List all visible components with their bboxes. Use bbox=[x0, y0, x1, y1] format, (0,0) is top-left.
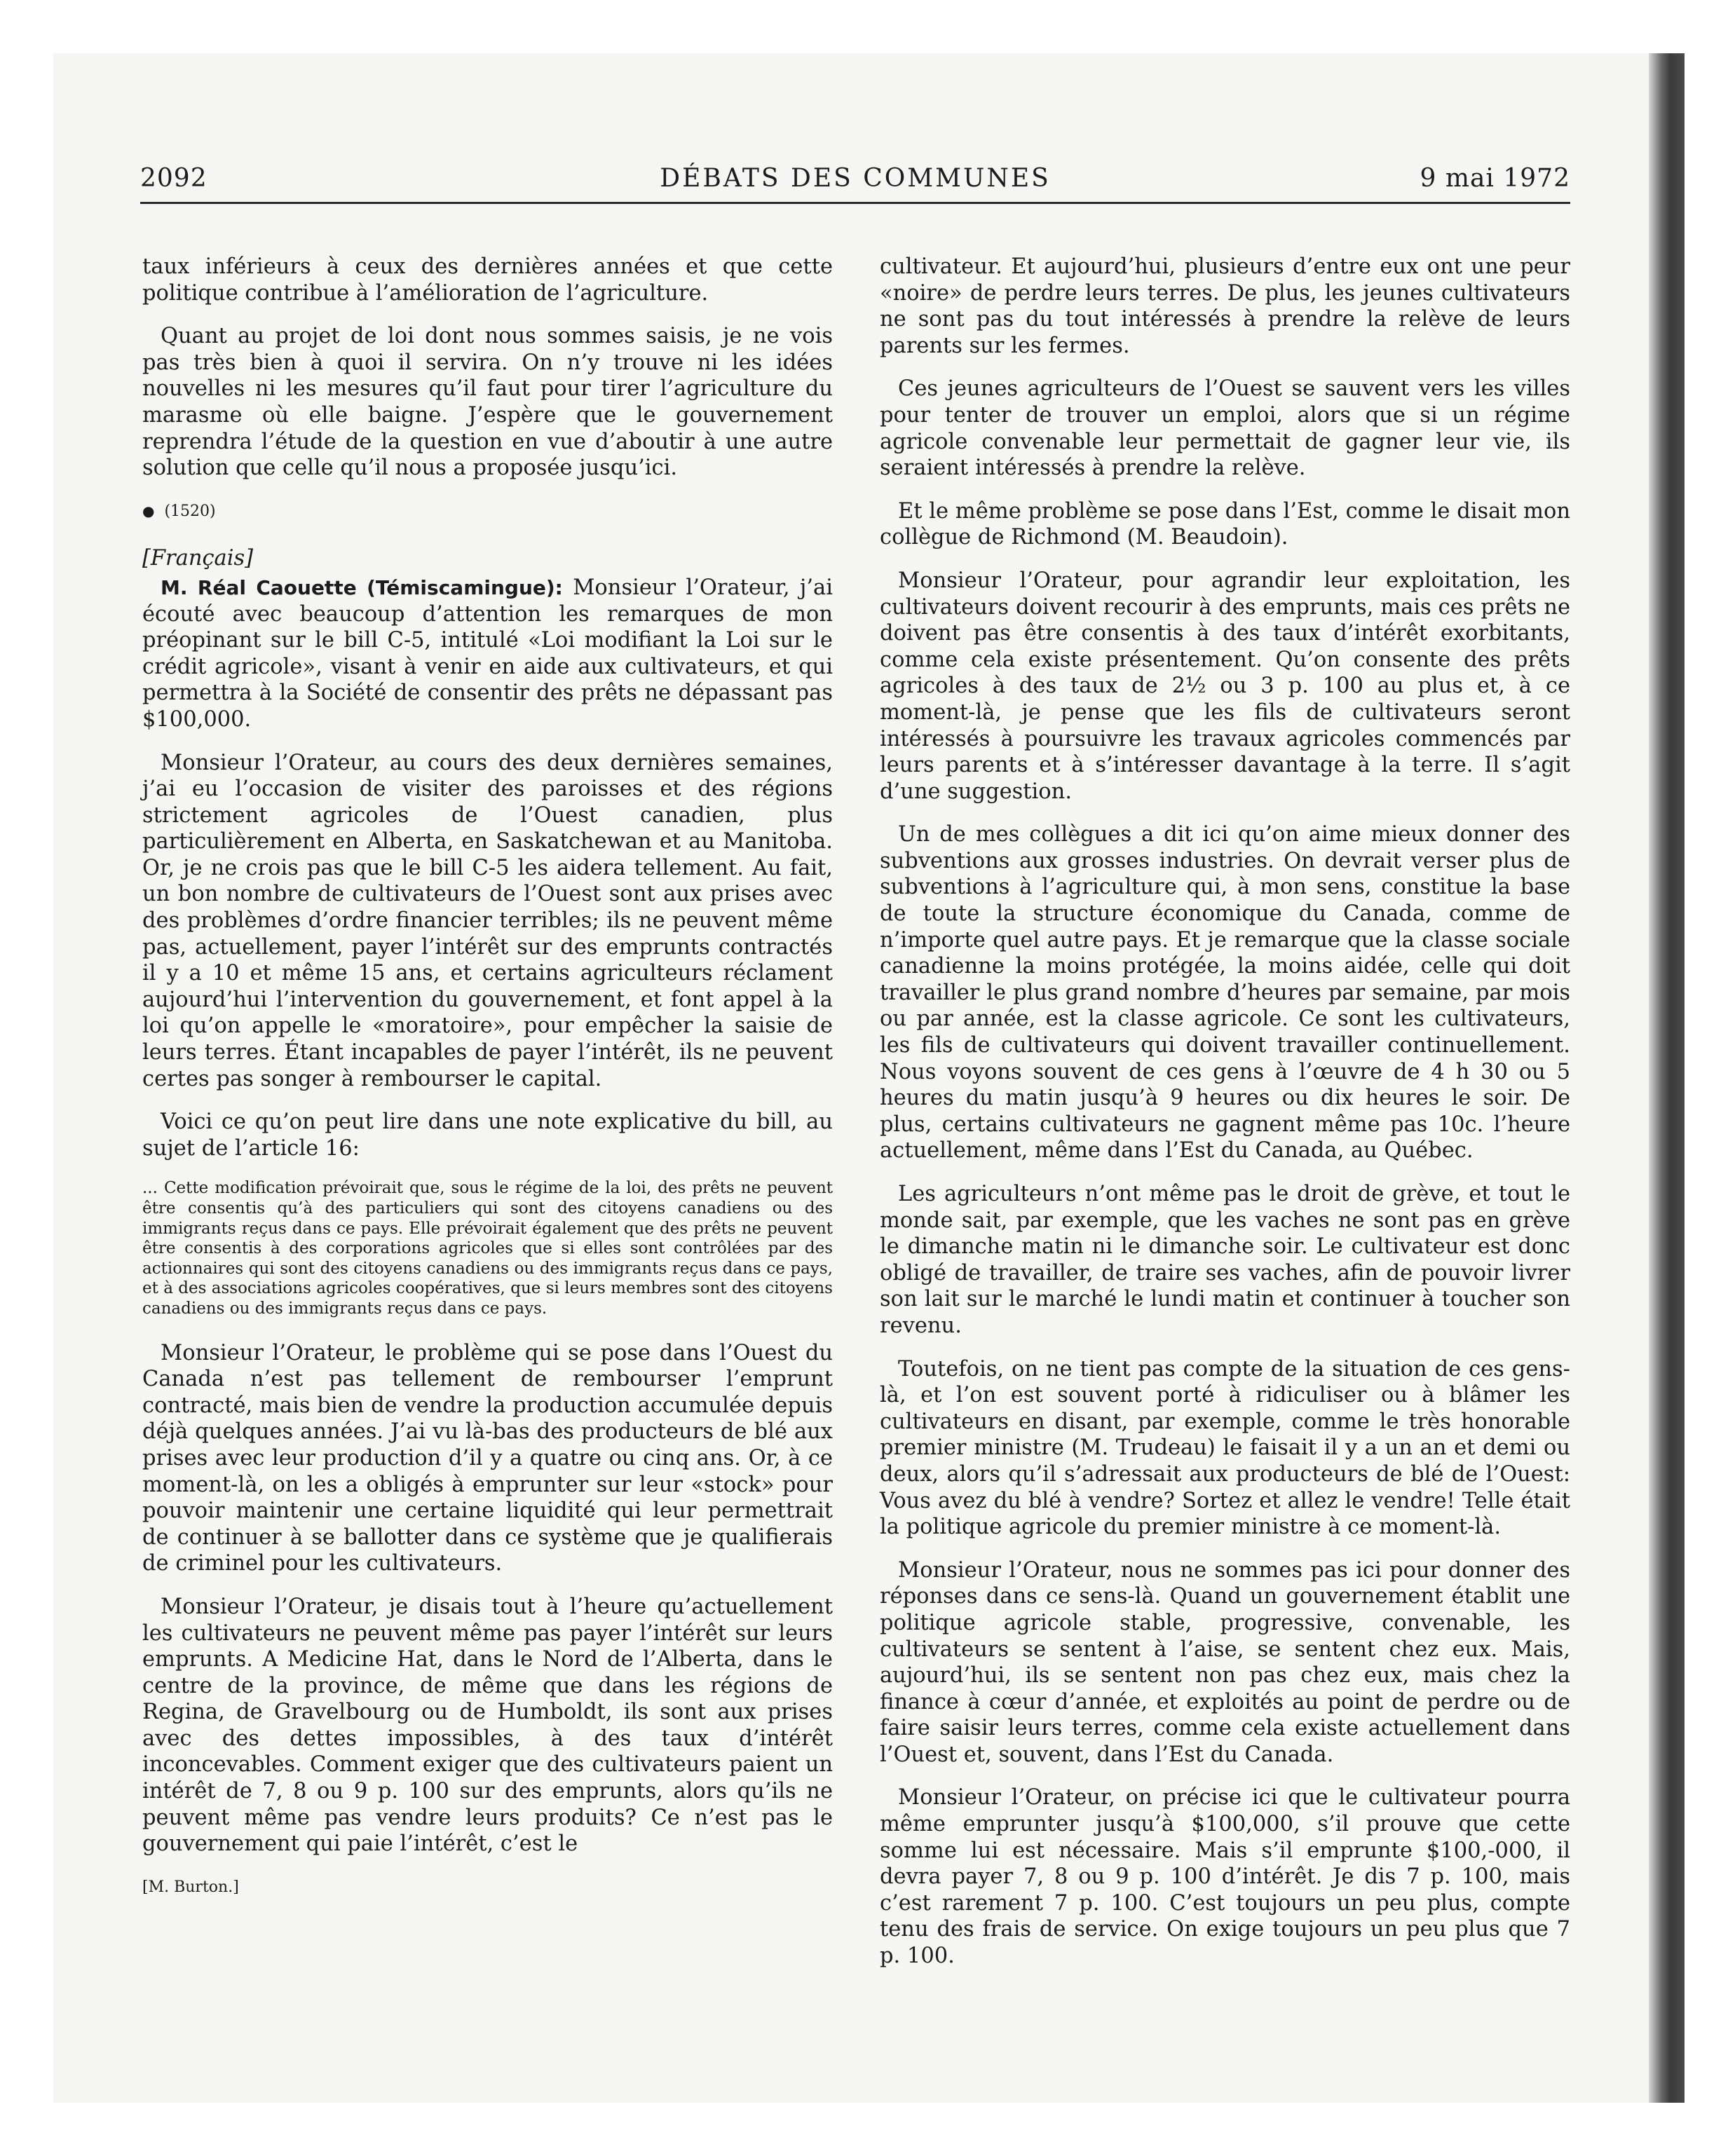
page-number: 2092 bbox=[140, 164, 207, 193]
paragraph: Ces jeunes agriculteurs de l’Ouest se sauvent vers les villes pour tenter de trouver un emploi, alors que si un régime agricole convenable leur permettait de gagner leur vie, ils seraient intéressés à prendre la relève. bbox=[880, 376, 1570, 481]
paragraph: Monsieur l’Orateur, au cours des deux dernières semaines, j’ai eu l’occasion de visiter des paroisses et des régions strictement agricoles de l’Ouest canadien, plus particulièrement en Alberta, en Saskatchewan et au Manitoba. Or, je ne crois pas que le bill C-5 les aidera tellement. Au fait, un bon nombre de cultivateurs de l’Ouest sont aux prises avec des problèmes d’ordre financier terribles; ils ne peuvent même pas, actuellement, payer l’intérêt sur des emprunts contractés il y a 10 et même 15 ans, et certains agriculteurs réclament aujourd’hui l’intervention du gouvernement, et font appel à la loi qu’on appelle le «moratoire», pour empêcher la saisie de leurs terres. Étant incapables de payer l’intérêt, ils ne peuvent certes pas songer à rembourser le capital. bbox=[142, 750, 833, 1091]
paragraph: Un de mes collègues a dit ici qu’on aime mieux donner des subventions aux grosses industries. On devrait verser plus de subventions à l’agriculture qui, à mon sens, constitue la base de toute la structure économique du Canada, comme de n’importe quel autre pays. Et je remarque que la classe sociale canadienne la moins protégée, la moins aidée, celle qui doit travailler le plus grand nombre d’heures par semaine, par mois ou par année, est la classe agricole. Ce sont les cultivateurs, les fils de cultivateurs qui doivent travailler continuellement. Nous voyons souvent de ces gens à l’œuvre de 4 h 30 ou 5 heures du matin jusqu’à 9 heures ou dix heures le soir. De plus, certains cultivateurs ne gagnent même pas 10c. l’heure actuellement, même dans l’Est du Canada, au Québec. bbox=[880, 822, 1570, 1164]
paragraph: Voici ce qu’on peut lire dans une note explicative du bill, au sujet de l’article 16: bbox=[142, 1110, 833, 1161]
paragraph: Monsieur l’Orateur, on précise ici que le cultivateur pourra même emprunter jusqu’à $100,000, s’il prouve que cette somme lui est nécessaire. Mais s’il emprunte $100,-000, il devra payer 7, 8 ou 9 p. 100 d’intérêt. Je dis 7 p. 100, mais c’est rarement 7 p. 100. C’est toujours un peu plus, compte tenu des frais de service. On exige toujours un peu plus que 7 p. 100. bbox=[880, 1785, 1570, 1969]
paragraph: Monsieur l’Orateur, pour agrandir leur exploitation, les cultivateurs doivent recourir à des emprunts, mais ces prêts ne doivent pas être consentis à des taux d’intérêt exorbitants, comme cela existe présentement. Qu’on consente des prêts agricoles à des taux de 2½ ou 3 p. 100 au plus et, à ce moment-là, je pense que les fils de cultivateurs seront intéressés à poursuivre les travaux agricoles commencés par leurs parents et à s’intéresser davantage à la terre. Il s’agit d’une suggestion. bbox=[880, 568, 1570, 804]
bullet-icon: ● bbox=[142, 502, 155, 519]
time-marker bbox=[142, 498, 833, 525]
paragraph: cultivateur. Et aujourd’hui, plusieurs d’entre eux ont une peur «noire» de perdre leurs terres. De plus, les jeunes cultivateurs ne sont pas du tout intéressés à prendre la relève de leurs parents sur les fermes. bbox=[880, 254, 1570, 358]
right-column bbox=[880, 254, 1570, 1986]
paragraph: Monsieur l’Orateur, je disais tout à l’heure qu’actuellement les cultivateurs ne peuvent même pas payer l’intérêt sur leurs emprunts. A Medicine Hat, dans le Nord de l’Alberta, dans le centre de la province, de même que dans les régions de Regina, de Gravelbourg ou de Humboldt, ils sont aux prises avec des dettes impossibles, à des taux d’intérêt inconcevables. Comment exiger que des cultivateurs paient un intérêt de 7, 8 ou 9 p. 100 sur des emprunts, alors qu’ils ne peuvent même pas vendre leurs produits? Ce n’est pas le gouvernement qui paie l’intérêt, c’est le bbox=[142, 1594, 833, 1857]
paragraph: Toutefois, on ne tient pas compte de la situation de ces gens-là, et l’on est souvent porté à ridiculiser ou à blâmer les cultivateurs en disant, par exemple, comme le très honorable premier ministre (M. Trudeau) le faisait il y a un an et demi ou deux, alors qu’il s’adressait aux producteurs de blé de l’Ouest: Vous avez du blé à vendre? Sortez et allez le vendre! Telle était la politique agricole du premier ministre à ce moment-là. bbox=[880, 1356, 1570, 1540]
left-column bbox=[142, 254, 833, 1900]
paragraph: Quant au projet de loi dont nous sommes saisis, je ne vois pas très bien à quoi il servira. On n’y trouve ni les idées nouvelles ni les mesures qu’il faut pour tirer l’agriculture du marasme où elle baigne. J’espère que le gouvernement reprendra l’étude de la question en vue d’aboutir à une autre solution que celle qu’il nous a proposée jusqu’ici. bbox=[142, 324, 833, 481]
time-marker-text: (1520) bbox=[164, 502, 216, 520]
paragraph: Et le même problème se pose dans l’Est, comme le disait mon collègue de Richmond (M. Beaudoin). bbox=[880, 498, 1570, 550]
block-quote: ... Cette modification prévoirait que, sous le régime de la loi, des prêts ne peuvent être consentis qu’à des particuliers qui sont des citoyens canadiens ou des immigrants reçus dans ce pays. Elle prévoirait également que des prêts ne peuvent être consentis à des corporations agricoles que si elles sont contrôlées par des actionnaires qui sont des citoyens canadiens ou des immigrants reçus dans ce pays, et à des associations agricoles coopératives, que si leurs membres sont des citoyens canadiens ou des immigrants reçus dans ce pays. bbox=[142, 1179, 833, 1318]
paragraph-text: Monsieur l’Orateur, j’ai écouté avec beaucoup d’attention les remarques de mon préopinant sur le bill C-5, intitulé «Loi modifiant la Loi sur le crédit agricole», visant à venir en aide aux cultivateurs, et qui permettra à la Société de consentir des prêts ne dépassant pas $100,000. bbox=[142, 575, 833, 732]
paragraph: Monsieur l’Orateur, le problème qui se pose dans l’Ouest du Canada n’est pas tellement de rembourser l’emprunt contracté, mais bien de vendre la production accumulée depuis déjà quelques années. J’ai vu là-bas des producteurs de blé aux prises avec leur production d’il y a quatre ou cinq ans. Or, à ce moment-là, on les a obligés à emprunter sur leur «stock» pour pouvoir maintenir une certaine liquidité qui leur permettrait de continuer à se ballotter dans ce système que je qualifierais de criminel pour les cultivateurs. bbox=[142, 1340, 833, 1576]
paragraph: Les agriculteurs n’ont même pas le droit de grève, et tout le monde sait, par exemple, que les vaches ne sont pas en grève le dimanche matin ni le dimanche soir. Le cultivateur est donc obligé de travailler, de traire ses vaches, afin de pouvoir livrer son lait sur le marché le lundi matin et continuer à toucher son revenu. bbox=[880, 1182, 1570, 1338]
page-date: 9 mai 1972 bbox=[1420, 164, 1570, 193]
paragraph: Monsieur l’Orateur, nous ne sommes pas ici pour donner des réponses dans ce sens-là. Quand un gouvernement établit une politique agricole stable, progressive, convenable, les cultivateurs se sentent à l’aise, se sentent chez eux. Mais, aujourd’hui, ils se sentent non pas chez eux, mais chez la finance à cœur d’année, et exploités au point de perdre ou de faire saisir leurs terres, comme cela existe actuellement dans l’Ouest et, souvent, dans l’Est du Canada. bbox=[880, 1557, 1570, 1767]
publication-title: DÉBATS DES COMMUNES bbox=[660, 164, 1051, 193]
page-header bbox=[140, 160, 1570, 204]
speaker-name: M. Réal Caouette (Témiscamingue): bbox=[161, 575, 563, 599]
language-tag: [Français] bbox=[142, 546, 254, 571]
page-edge-shadow bbox=[1649, 53, 1685, 2103]
footnote: [M. Burton.] bbox=[142, 1878, 239, 1896]
speaker-paragraph bbox=[142, 575, 833, 733]
paragraph: taux inférieurs à ceux des dernières années et que cette politique contribue à l’amélioration de l’agriculture. bbox=[142, 254, 833, 306]
